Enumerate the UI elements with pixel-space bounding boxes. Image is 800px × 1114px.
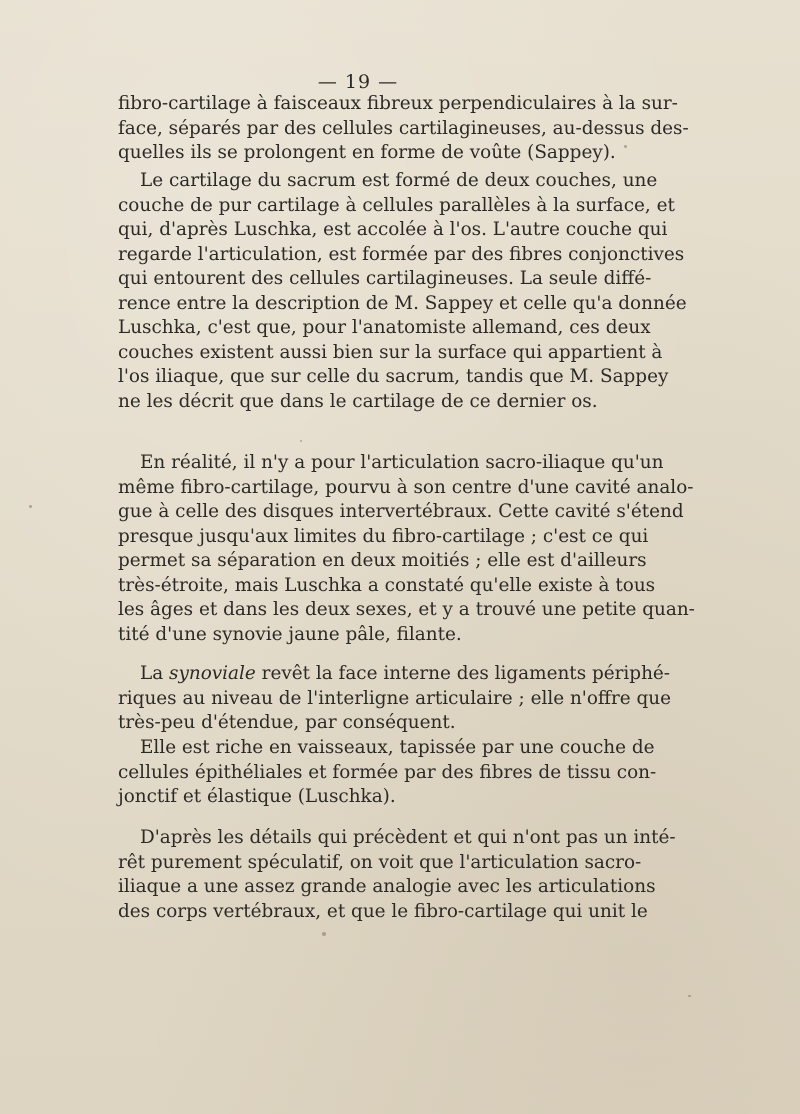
text-line: presque jusqu'aux limites du fibro-cartilage ; c'est ce qui	[118, 525, 649, 547]
text-line: l'os iliaque, que sur celle du sacrum, tandis que M. Sappey	[118, 366, 669, 388]
text-line: jonctif et élastique (Luschka).	[118, 786, 396, 808]
text-line: rêt purement spéculatif, on voit que l'articulation sacro-	[118, 851, 642, 873]
text-line: ne les décrit que dans le cartilage de ce dernier os.	[118, 390, 598, 412]
text-line: très-étroite, mais Luschka a constaté qu'elle existe à tous	[118, 574, 656, 596]
line-rest: revêt la face interne des ligaments périphé-	[261, 663, 671, 684]
italic-term: synoviale	[169, 663, 256, 684]
text-line	[118, 662, 671, 687]
paper-speck	[29, 505, 32, 508]
paragraph-6	[118, 826, 676, 924]
text-line: En réalité, il n'y a pour l'articulation sacro-iliaque qu'un	[140, 452, 664, 473]
text-line: les âges et dans les deux sexes, et y a trouvé une petite quan-	[118, 599, 695, 621]
text-line: iliaque a une assez grande analogie avec les articulations	[118, 876, 656, 898]
paragraph-1	[118, 92, 689, 166]
text-line: permet sa séparation en deux moitiés ; elle est d'ailleurs	[118, 550, 647, 572]
page-number: — 19 —	[317, 71, 399, 93]
paragraph-4	[118, 662, 672, 736]
text-line: qui entourent des cellules cartilagineuses. La seule diffé-	[118, 268, 652, 290]
paper-speck	[688, 995, 691, 997]
text-line: tité d'une synovie jaune pâle, filante.	[118, 623, 462, 645]
paragraph-2	[118, 169, 687, 414]
text-line: face, séparés par des cellules cartilagineuses, au-dessus des-	[118, 117, 689, 139]
paper-speck	[300, 440, 302, 442]
text-line: D'après les détails qui précèdent et qui n'ont pas un inté-	[140, 827, 676, 848]
text-line: très-peu d'étendue, par conséquent.	[118, 712, 456, 734]
text-line: couche de pur cartilage à cellules parallèles à la surface, et	[118, 194, 675, 216]
text-line: des corps vertébraux, et que le fibro-cartilage qui unit le	[118, 900, 648, 922]
text-line: gue à celle des disques intervertébraux. Cette cavité s'étend	[118, 501, 684, 523]
text-line: Elle est riche en vaisseaux, tapissée par une couche de	[140, 737, 655, 758]
text-line: rence entre la description de M. Sappey et celle qu'a donnée	[118, 292, 687, 314]
paper-speck	[322, 932, 326, 936]
text-line: couches existent aussi bien sur la surface qui appartient à	[118, 341, 663, 363]
text-line: fibro-cartilage à faisceaux fibreux perpendiculaires à la sur-	[118, 93, 678, 114]
text-line: Luschka, c'est que, pour l'anatomiste allemand, ces deux	[118, 317, 651, 339]
text-line: regarde l'articulation, est formée par des fibres conjonctives	[118, 243, 685, 265]
text-line: cellules épithéliales et formée par des fibres de tissu con-	[118, 761, 657, 783]
text-line: qui, d'après Luschka, est accolée à l'os. L'autre couche qui	[118, 219, 668, 241]
paragraph-5	[118, 736, 657, 810]
paragraph-3	[118, 451, 695, 647]
text-line: Le cartilage du sacrum est formé de deux couches, une	[140, 170, 658, 191]
text-line: quelles ils se prolongent en forme de voûte (Sappey).	[118, 142, 616, 164]
text-line: riques au niveau de l'interligne articulaire ; elle n'offre que	[118, 687, 672, 709]
text-line: même fibro-cartilage, pourvu à son centre d'une cavité analo-	[118, 476, 694, 498]
first-word: La	[140, 663, 164, 684]
